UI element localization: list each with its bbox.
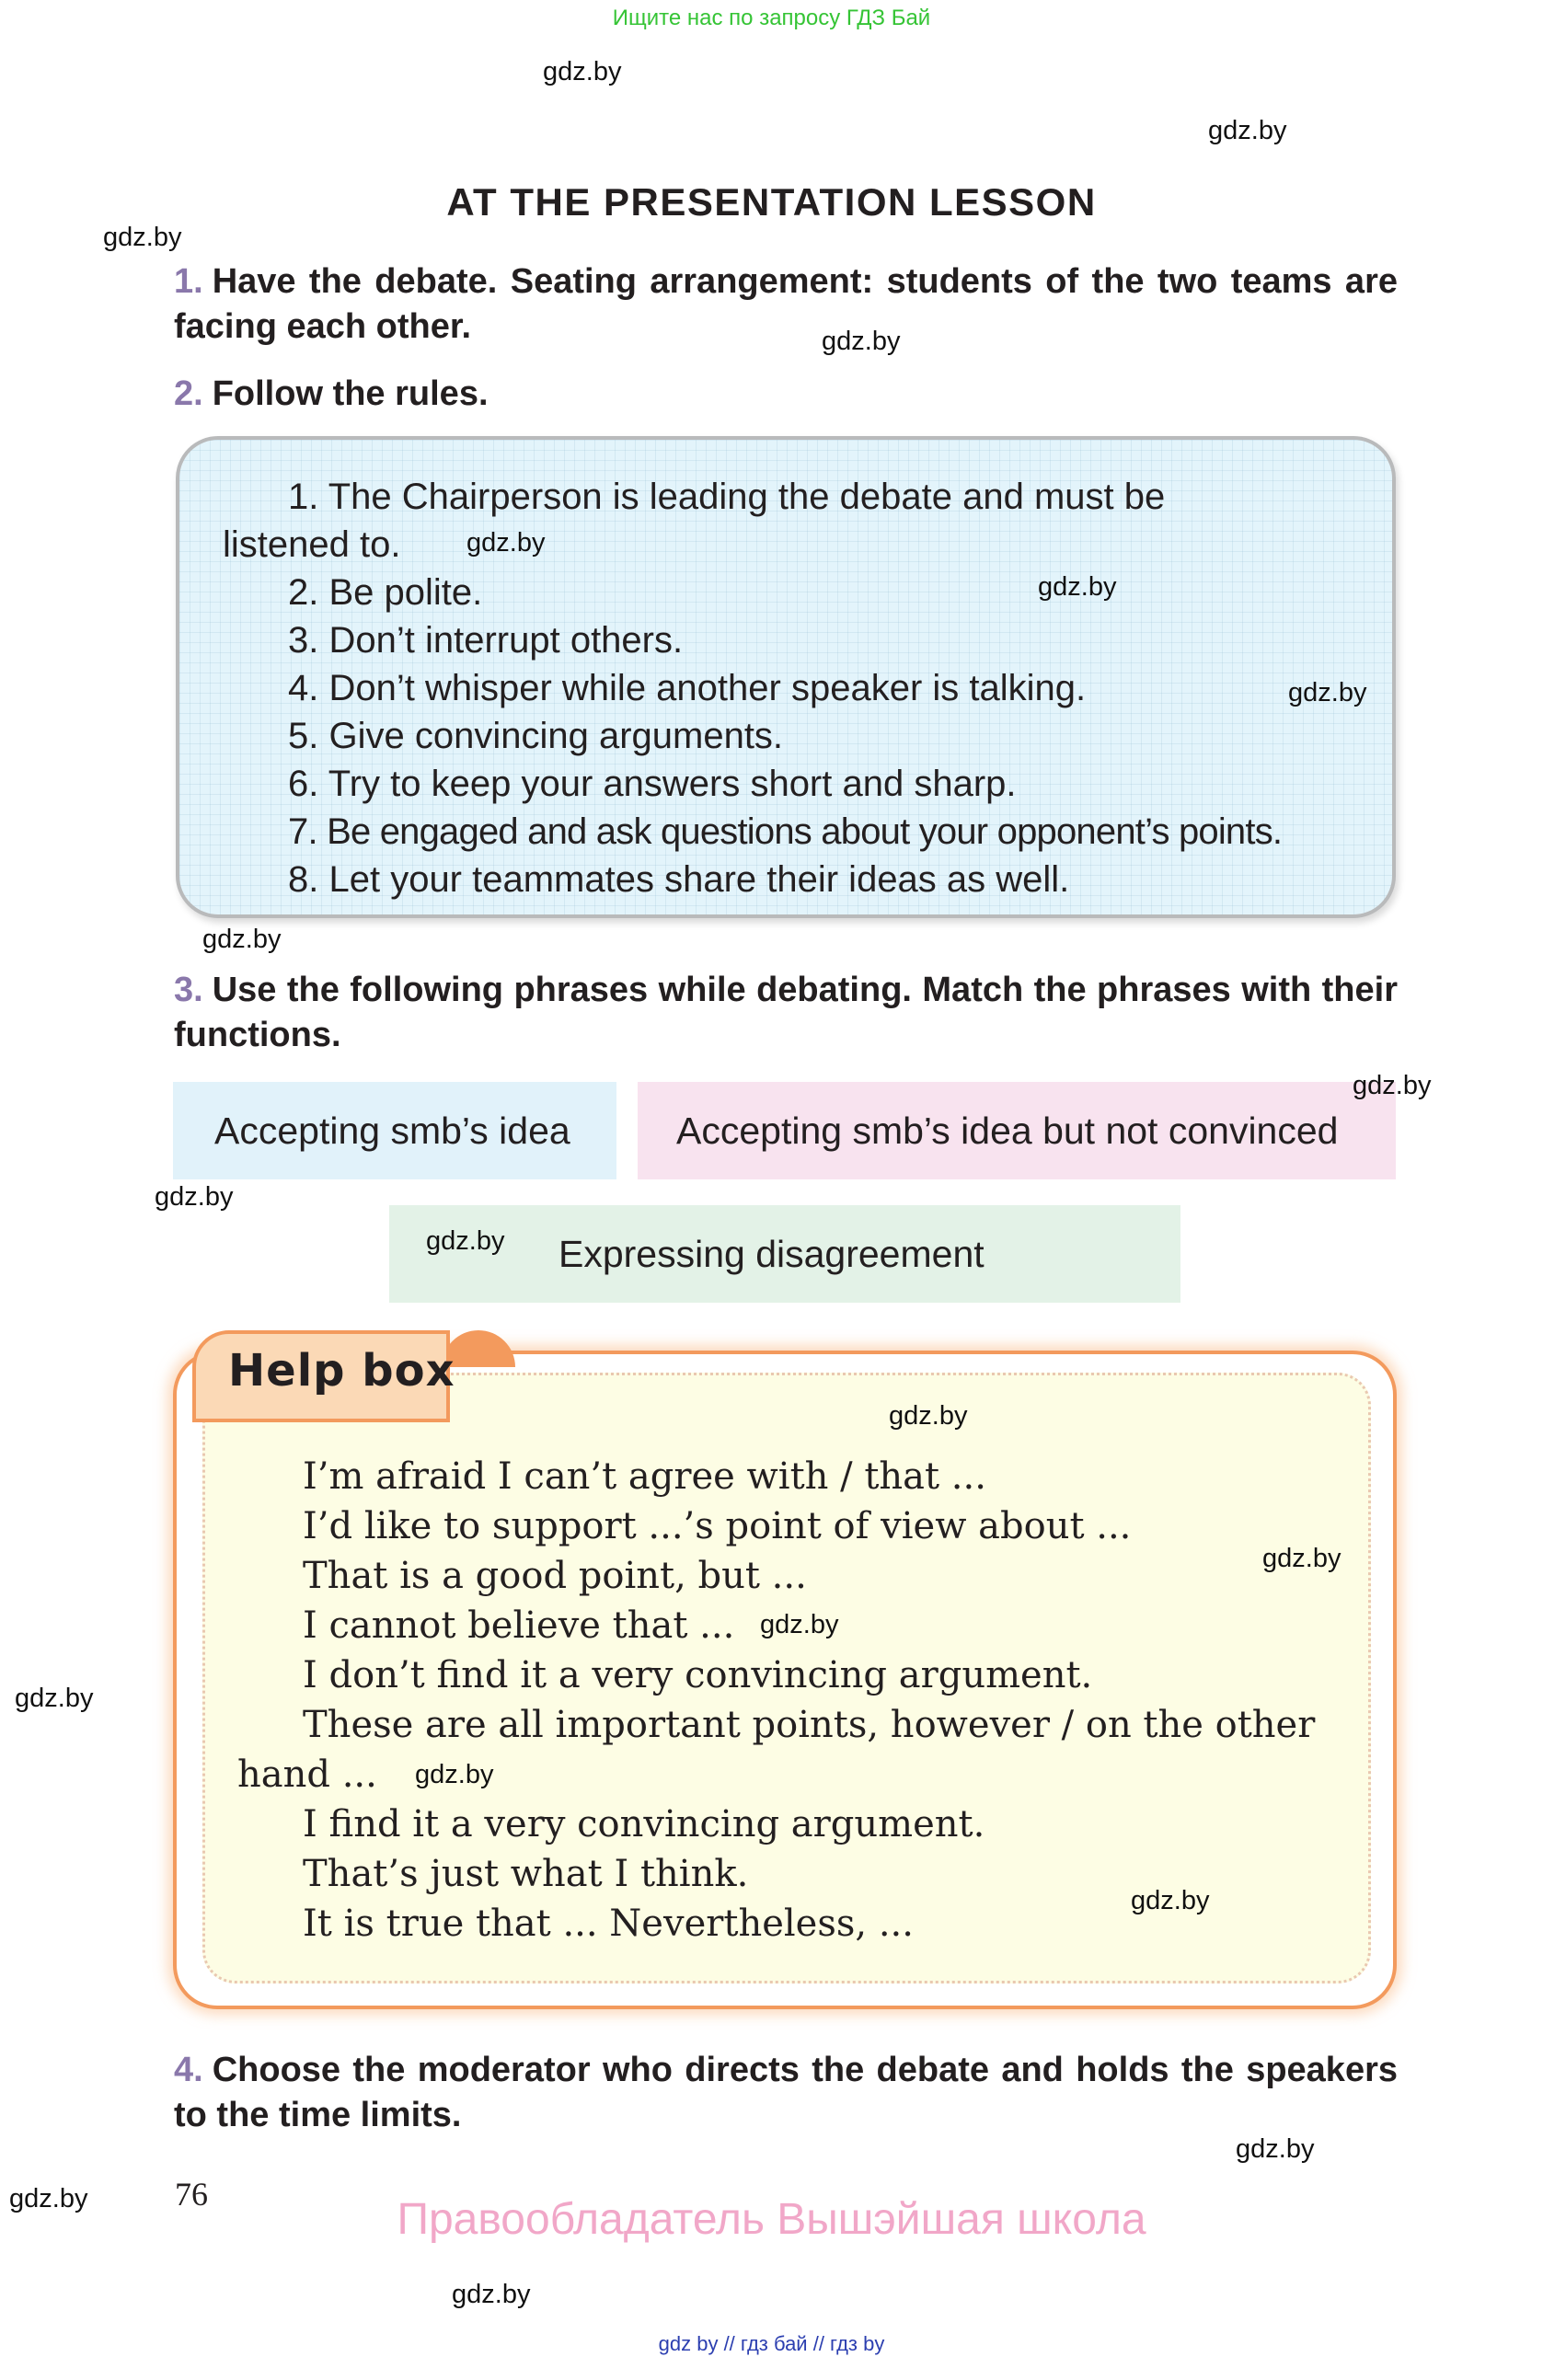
task-number: 3. xyxy=(174,971,203,1009)
watermark: gdz.by xyxy=(202,925,282,954)
function-accepting-not-convinced xyxy=(638,1082,1396,1179)
watermark: gdz.by xyxy=(155,1182,234,1212)
rule-7: 7. Be engaged and ask questions about your opponent’s points. xyxy=(288,811,1283,852)
rule-6: 6. Try to keep your answers short and sharp. xyxy=(288,764,1017,804)
rule-5: 5. Give convincing arguments. xyxy=(288,716,784,756)
watermark: gdz.by xyxy=(426,1226,505,1256)
page-number: 76 xyxy=(175,2176,208,2213)
watermark: gdz.by xyxy=(543,57,622,86)
task-text: Follow the rules. xyxy=(212,374,489,413)
watermark: gdz.by xyxy=(822,327,901,356)
watermark: gdz.by xyxy=(1236,2134,1315,2164)
task-2 xyxy=(174,372,1398,417)
task-text: Choose the moderator who directs the debate and holds the speakers to the time limits. xyxy=(174,2051,1398,2134)
rule-1-continued: listened to. xyxy=(223,524,401,565)
footer-links[interactable]: gdz by // гдз бай // гдз by xyxy=(658,2332,885,2355)
watermark: gdz.by xyxy=(1288,678,1367,707)
page-title: AT THE PRESENTATION LESSON xyxy=(446,180,1097,224)
help-phrase: That is a good point, but ... xyxy=(303,1555,807,1597)
help-box-title: Help box xyxy=(228,1345,455,1397)
watermark: gdz.by xyxy=(1038,572,1117,602)
watermark: gdz.by xyxy=(889,1401,968,1431)
watermark: gdz.by xyxy=(760,1610,839,1639)
help-phrase: I cannot believe that ... xyxy=(303,1604,735,1647)
function-label: Expressing disagreement xyxy=(558,1232,985,1275)
function-disagreement xyxy=(389,1205,1180,1303)
watermark: gdz.by xyxy=(15,1684,94,1713)
rule-3: 3. Don’t interrupt others. xyxy=(288,620,684,661)
rule-2: 2. Be polite. xyxy=(288,572,483,613)
watermark: gdz.by xyxy=(1131,1886,1210,1915)
help-phrase: That’s just what I think. xyxy=(303,1853,749,1895)
function-accepting xyxy=(173,1082,616,1179)
watermark: gdz.by xyxy=(415,1760,494,1789)
help-phrase: hand ... xyxy=(237,1753,377,1796)
copyright-notice: Правообладатель Вышэйшая школа xyxy=(397,2195,1146,2244)
watermark: gdz.by xyxy=(1262,1544,1341,1573)
help-phrase: I’m afraid I can’t agree with / that ... xyxy=(303,1455,986,1498)
task-number: 4. xyxy=(174,2051,203,2089)
help-phrase: These are all important points, however / on the other xyxy=(303,1704,1316,1746)
watermark: gdz.by xyxy=(466,528,546,558)
help-phrase: I don’t find it a very convincing argument. xyxy=(303,1654,1093,1696)
top-banner[interactable]: Ищите нас по запросу ГДЗ Бай xyxy=(612,6,931,30)
task-3 xyxy=(174,968,1398,1058)
task-1 xyxy=(174,259,1398,350)
watermark: gdz.by xyxy=(1208,116,1287,145)
task-number: 2. xyxy=(174,374,203,413)
help-phrase: I’d like to support ...’s point of view about ... xyxy=(303,1505,1132,1547)
function-label: Accepting smb’s idea xyxy=(214,1109,570,1152)
rule-1: 1. The Chairperson is leading the debate and must be xyxy=(288,477,1166,517)
task-text: Use the following phrases while debating. Match the phrases with their functions. xyxy=(174,971,1398,1054)
task-text: Have the debate. Seating arrangement: students of the two teams are facing each other. xyxy=(174,262,1398,346)
task-number: 1. xyxy=(174,262,203,301)
task-4 xyxy=(174,2048,1398,2138)
function-label: Accepting smb’s idea but not convinced xyxy=(676,1109,1339,1152)
help-phrase: I find it a very convincing argument. xyxy=(303,1803,985,1845)
watermark: gdz.by xyxy=(9,2184,88,2213)
watermark: gdz.by xyxy=(103,223,182,252)
watermark: gdz.by xyxy=(452,2280,531,2309)
watermark: gdz.by xyxy=(1353,1071,1432,1100)
help-phrase: It is true that ... Nevertheless, ... xyxy=(303,1903,914,1945)
rule-8: 8. Let your teammates share their ideas as well. xyxy=(288,859,1070,900)
rule-4: 4. Don’t whisper while another speaker is talking. xyxy=(288,668,1087,708)
